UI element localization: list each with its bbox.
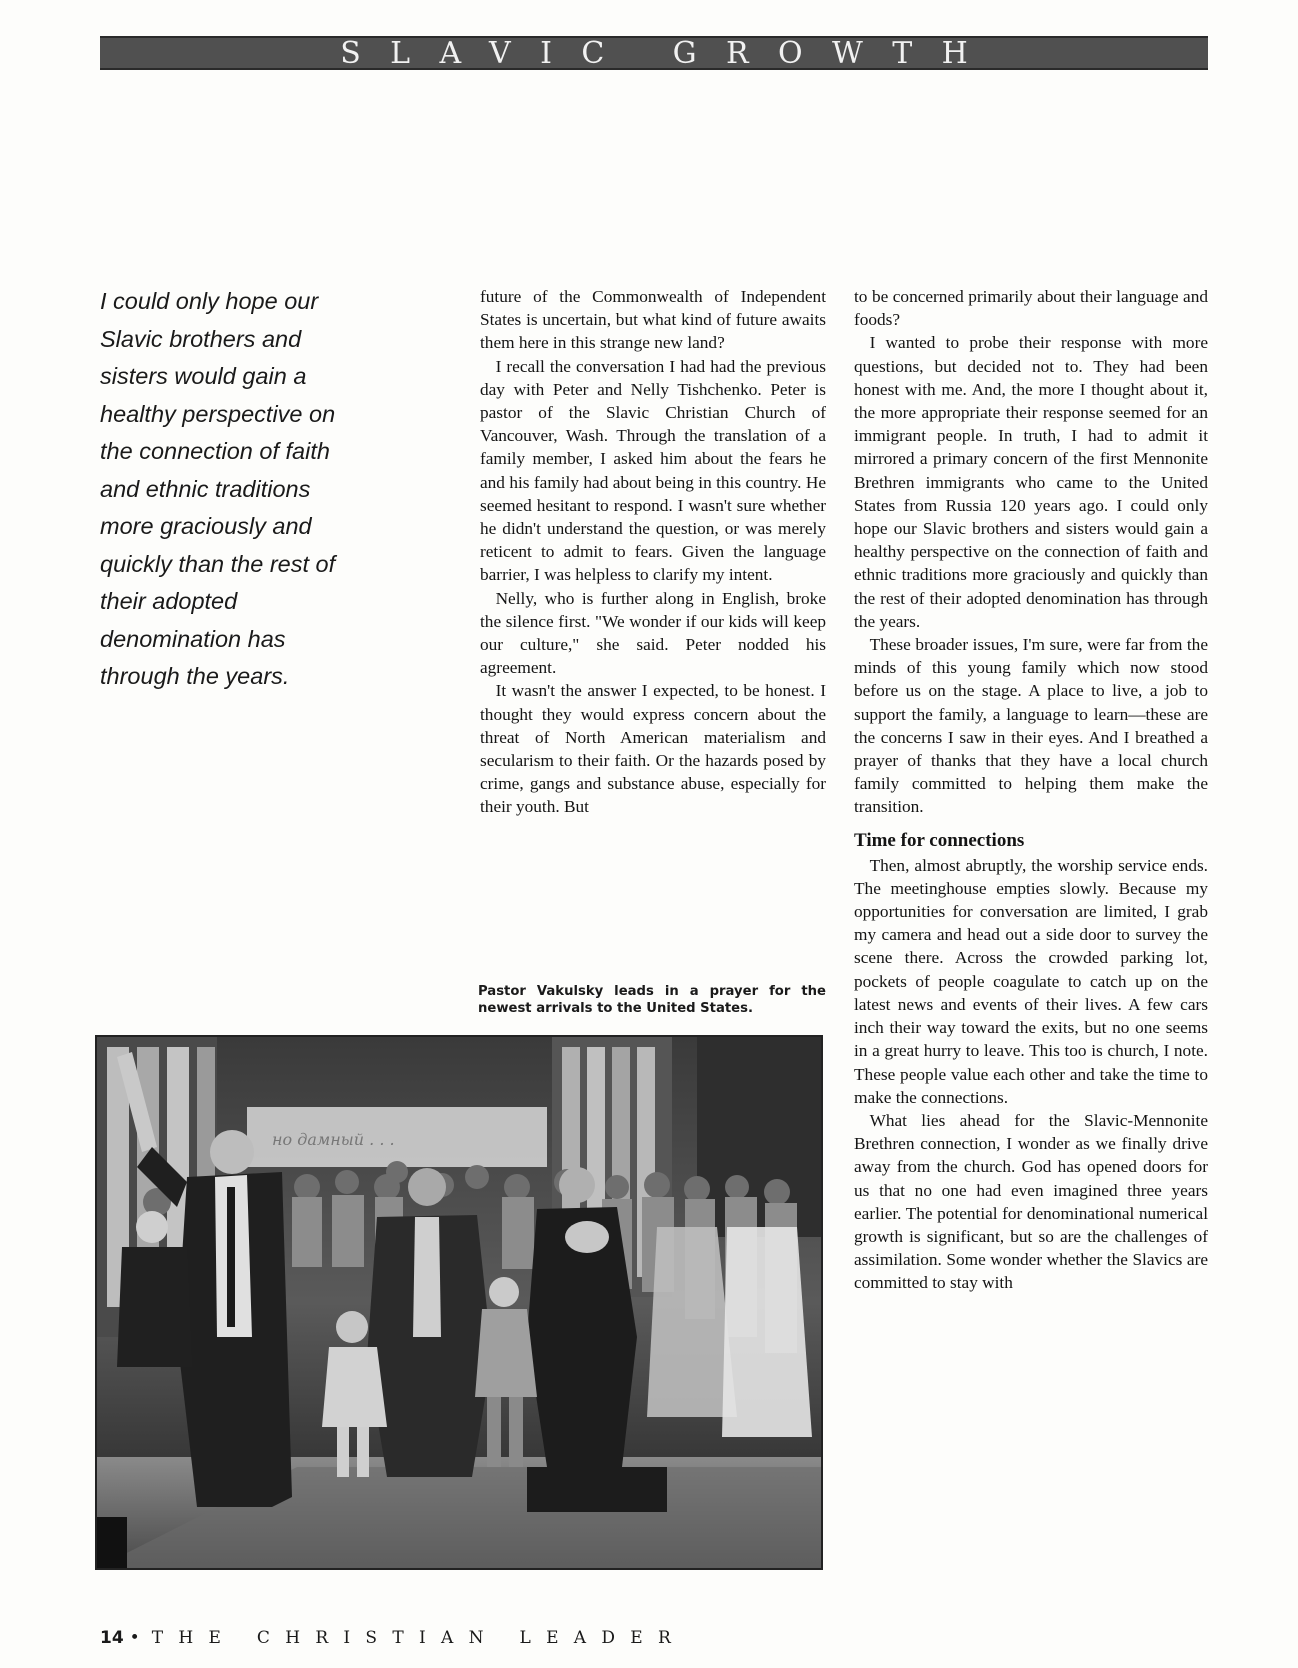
paragraph: I recall the conversation I had had the previous day with Peter and Nelly Tishchenko. Peter is pastor of the Slavic Christian Church of Vancouver, Wash. Through the translation of a family member, I asked him about the fears he and his family had about being in this country. He seemed hesitant to respond. I wasn't sure whether he didn't understand the question, or was merely reticent to admit to fears. Given the language barrier, I was helpless to clarify my intent. <box>480 356 826 585</box>
page-footer <box>100 1628 686 1648</box>
paragraph: Then, almost abruptly, the worship service ends. The meetinghouse empties slowly. Because my opportunities for conversation are limited, I grab my camera and head out a side door to survey the scene there. Across the crowded parking lot, pockets of people coagulate to catch up on the latest news and events of their lives. A few cars inch their way toward the exits, but no one seems in a great hurry to leave. This too is church, I note. These people value each other and take the time to make the connections. <box>854 855 1208 1107</box>
paragraph: to be concerned primarily about their language and foods? <box>854 287 1208 330</box>
section-title: SLAVIC GROWTH <box>340 36 998 70</box>
publication-name: THE CHRISTIAN LEADER <box>151 1628 687 1648</box>
section-banner <box>100 36 1208 70</box>
subheading: Time for connections <box>854 829 1025 851</box>
bullet-separator: • <box>129 1628 140 1648</box>
article-column-right <box>854 285 1208 1295</box>
paragraph: It wasn't the answer I expected, to be honest. I thought they would express concern about the threat of North American materialism and secularism to their faith. Or the hazards posed by crime, gangs and substance abuse, especially for their youth. But <box>480 681 826 817</box>
paragraph: I wanted to probe their response with more questions, but decided not to. They had been honest with me. And, the more I thought about it, the more appropriate their response seemed for an immigrant people. In truth, I had to admit it mirrored a primary concern of the first Mennonite Brethren immigrants who came to the United States from Russia 120 years ago. I could only hope our Slavic brothers and sisters would gain a healthy perspective on the connection of faith and ethnic traditions more graciously and quickly than the rest of their adopted denomination has through the years. <box>854 333 1208 631</box>
paragraph: future of the Commonwealth of Independent States is uncertain, but what kind of future awaits them here in this strange new land? <box>480 287 826 353</box>
paragraph: What lies ahead for the Slavic-Mennonite Brethren connection, I wonder as we finally drive away from the church. God has opened doors for us that no one had even imagined three years earlier. The potential for denominational numerical growth is significant, but so are the challenges of assimilation. Some wonder whether the Slavics are committed to stay with <box>854 1110 1208 1293</box>
paragraph: Nelly, who is further along in English, broke the silence first. "We wonder if our kids will keep our culture," she said. Peter nodded his agreement. <box>480 588 826 678</box>
photo-wall-banner-text: но дамный . . . <box>272 1130 395 1149</box>
paragraph: These broader issues, I'm sure, were far from the minds of this young family which now stood before us on the stage. A place to live, a job to support the family, a language to learn—these are the concerns I saw in their eyes. And I breathed a prayer of thanks that they have a local church family committed to helping them make the transition. <box>854 635 1208 817</box>
photo-caption: Pastor Vakulsky leads in a prayer for the newest arrivals to the United States. <box>478 984 826 1016</box>
pull-quote: I could only hope our Slavic brothers and sisters would gain a healthy perspective on the connection of faith and ethnic traditions more graciously and quickly than the rest of their adopted denomination has through the years. <box>100 288 336 689</box>
page-number: 14 <box>100 1628 124 1648</box>
article-column-middle <box>480 285 826 819</box>
photo-congregation-prayer <box>95 1035 823 1570</box>
